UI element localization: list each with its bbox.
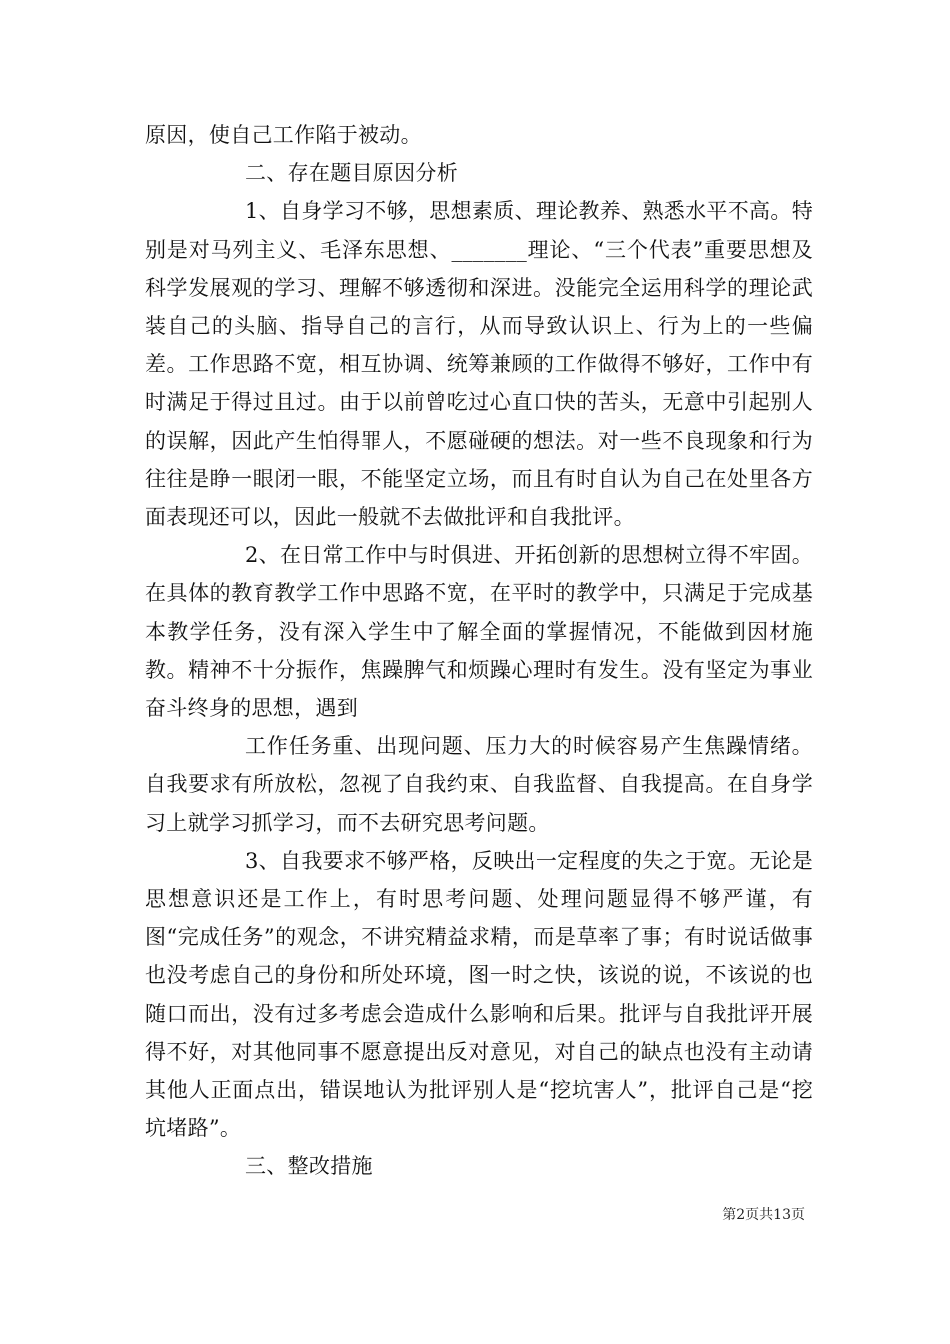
page-number-footer: 第2页共13页: [722, 1207, 805, 1223]
paragraph-continuation: 原因，使自己工作陷于被动。: [145, 123, 422, 147]
paragraph-point-2: 2、在日常工作中与时俱进、开拓创新的思想树立得不牢固。在具体的教育教学工作中思路不宽，在平时的教学中，只满足于完成基本教学任务，没有深入学生中了解全面的掌握情况，不能做到因材施教。精神不十分振作，焦躁脾气和烦躁心理时有发生。没有坚定为事业奋斗终身的思想，遇到: [145, 543, 813, 721]
paragraph-point-2-continued: 工作任务重、出现问题、压力大的时候容易产生焦躁情绪。自我要求有所放松，忽视了自我约束、自我监督、自我提高。在自身学习上就学习抓学习，而不去研究思考问题。: [145, 734, 813, 835]
paragraph-point-1: 1、自身学习不够，思想素质、理论教养、熟悉水平不高。特别是对马列主义、毛泽东思想、_______理论、“三个代表”重要思想及科学发展观的学习、理解不够透彻和深进。没能完全运用科学的理论武装自己的头脑、指导自己的言行，从而导致认识上、行为上的一些偏差。工作思路不宽，相互协调、统筹兼顾的工作做得不够好，工作中有时满足于得过且过。由于以前曾吃过心直口快的苦头，无意中引起别人的误解，因此产生怕得罪人，不愿碰硬的想法。对一些不良现象和行为往往是睁一眼闭一眼，不能坚定立场，而且有时自认为自己在处里各方面表现还可以，因此一般就不去做批评和自我批评。: [145, 199, 813, 530]
paragraph-point-3: 3、自我要求不够严格，反映出一定程度的失之于宽。无论是思想意识还是工作上，有时思考问题、处理问题显得不够严谨，有图“完成任务”的观念，不讲究精益求精，而是草率了事；有时说话做事也没考虑自己的身份和所处环境，图一时之快，该说的说，不该说的也随口而出，没有过多考虑会造成什么影响和后果。批评与自我批评开展得不好，对其他同事不愿意提出反对意见，对自己的缺点也没有主动请其他人正面点出，错误地认为批评别人是“挖坑害人”，批评自己是“挖坑堵路”。: [145, 848, 813, 1141]
section-heading-cause-analysis: 二、存在题目原因分析: [245, 161, 458, 186]
document-body: [145, 116, 813, 1186]
section-heading-measures: 三、整改措施: [245, 1154, 373, 1179]
